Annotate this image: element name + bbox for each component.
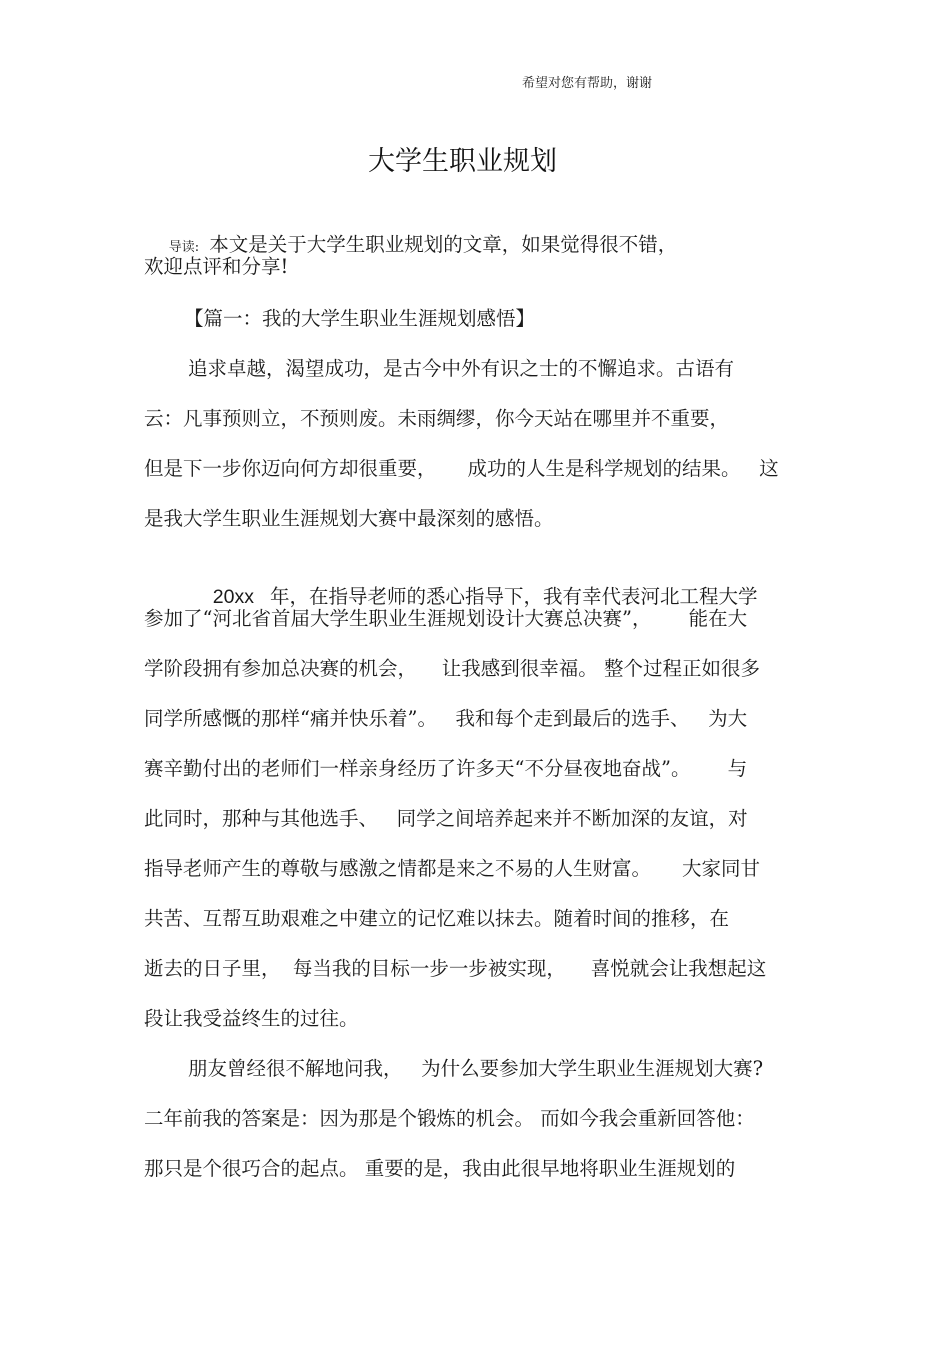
paragraph-1-line-1: 追求卓越，渴望成功，是古今中外有识之士的不懈追求。古语有 — [188, 357, 735, 380]
document-title: 大学生职业规划 — [368, 146, 557, 177]
paragraph-3-line-2: 二年前我的答案是：因为那是个锻炼的机会。 而如今我会重新回答他： — [144, 1107, 755, 1130]
intro-label: 导读: — [168, 240, 200, 255]
paragraph-2-line-7: 指导老师产生的尊敬与感激之情都是来之不易的人生财富。 大家同甘 — [144, 857, 760, 880]
year-text: 20xx — [212, 586, 254, 608]
intro-line-2: 欢迎点评和分享! — [144, 255, 289, 278]
paragraph-2-line-8: 共苦、互帮互助艰难之中建立的记忆难以抹去。随着时间的推移，在 — [144, 907, 730, 930]
intro-text-1: 本文是关于大学生职业规划的文章，如果觉得很不错， — [209, 233, 678, 256]
paragraph-2-line-2: 参加了“河北省首届大学生职业生涯规划设计大赛总决赛”， 能在大 — [144, 607, 748, 630]
paragraph-1-line-3: 但是下一步你迈向何方却很重要， 成功的人生是科学规划的结果。 这 — [144, 457, 779, 480]
paragraph-2-line-6: 此同时，那种与其他选手、 同学之间培养起来并不断加深的友谊，对 — [144, 807, 748, 830]
paragraph-3-line-1: 朋友曾经很不解地问我， 为什么要参加大学生职业生涯规划大赛? — [188, 1057, 764, 1080]
paragraph-2-line-9: 逝去的日子里， 每当我的目标一步一步被实现， 喜悦就会让我想起这 — [144, 957, 767, 980]
paragraph-2-line-4: 同学所感慨的那样“痛并快乐着”。 我和每个走到最后的选手、 为大 — [144, 707, 748, 730]
paragraph-2-line-3: 学阶段拥有参加总决赛的机会， 让我感到很幸福。 整个过程正如很多 — [144, 657, 760, 680]
section-heading: 【篇一：我的大学生职业生涯规划感悟】 — [184, 307, 536, 330]
paragraph-2-line-1-text: 年，在指导老师的悉心指导下，我有幸代表河北工程大学 — [270, 585, 758, 608]
paragraph-3-line-3: 那只是个很巧合的起点。 重要的是，我由此很早地将职业生涯规划的 — [144, 1157, 736, 1180]
paragraph-1-line-2: 云：凡事预则立，不预则废。未雨绸缪，你今天站在哪里并不重要， — [144, 407, 730, 430]
header-note: 希望对您有帮助，谢谢 — [522, 76, 653, 91]
paragraph-1-line-4: 是我大学生职业生涯规划大赛中最深刻的感悟。 — [144, 507, 554, 530]
paragraph-2-line-10: 段让我受益终生的过往。 — [144, 1007, 359, 1030]
paragraph-2-line-5: 赛辛勤付出的老师们一样亲身经历了许多天“不分昼夜地奋战”。 与 — [144, 757, 748, 780]
